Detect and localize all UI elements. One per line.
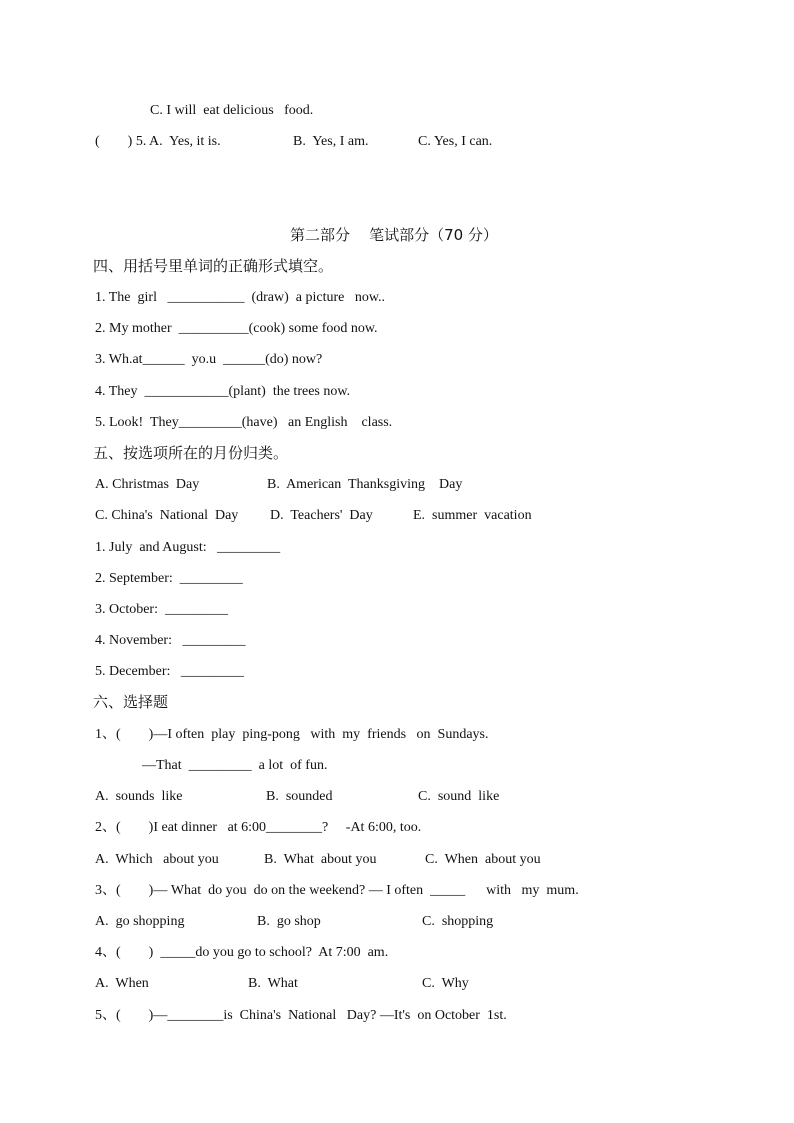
q5-option-c: C. Yes, I can. [418, 134, 493, 149]
section4-item-4: 4. They ____________(plant) the trees now. [95, 384, 351, 399]
section5-item-3: 3. October: _________ [95, 602, 228, 617]
section5-item-5: 5. December: _________ [95, 664, 244, 679]
section4-item-1: 1. The girl ___________ (draw) a picture now.. [95, 290, 386, 305]
section4-item-2: 2. My mother __________(cook) some food now. [95, 321, 378, 336]
section6-q1-option-b: B. sounded [266, 789, 333, 804]
section6-q2-option-b: B. What about you [264, 852, 377, 867]
section6-q1-option-c: C. sound like [418, 789, 500, 804]
section5-option-d: D. Teachers' Day [270, 508, 373, 523]
section6-q1-option-a: A. sounds like [95, 789, 183, 804]
section5-item-1: 1. July and August: _________ [95, 540, 281, 555]
section4-item-3: 3. Wh.at______ yo.u ______(do) now? [95, 352, 323, 367]
section6-q3-stem: 3、( )— What do you do on the weekend? — I often _____ with my mum. [95, 883, 579, 898]
section6-q1-stem2: —That _________ a lot of fun. [142, 758, 328, 773]
section6-q3-option-b: B. go shop [257, 914, 321, 929]
section5-heading: 五、按选项所在的月份归类。 [93, 444, 289, 462]
section6-q3-option-c: C. shopping [422, 914, 494, 929]
q5-option-b: B. Yes, I am. [293, 134, 369, 149]
section5-option-e: E. summer vacation [413, 508, 532, 523]
section5-option-c: C. China's National Day [95, 508, 239, 523]
section6-q4-option-b: B. What [248, 976, 298, 991]
section6-q4-option-a: A. When [95, 976, 149, 991]
section5-option-b: B. American Thanksgiving Day [267, 477, 463, 492]
section4-heading: 四、用括号里单词的正确形式填空。 [93, 257, 334, 275]
section5-item-4: 4. November: _________ [95, 633, 246, 648]
section6-q1-stem: 1、( )—I often play ping-pong with my friends on Sundays. [95, 727, 489, 742]
q5-stem: ( ) 5. A. Yes, it is. [95, 134, 221, 149]
section5-item-2: 2. September: _________ [95, 571, 243, 586]
part2-title: 第二部分 笔试部分（70 分） [290, 226, 498, 244]
section6-q2-stem: 2、( )I eat dinner at 6:00________? -At 6:00, too. [95, 820, 422, 835]
section6-q2-option-c: C. When about you [425, 852, 541, 867]
section6-q2-option-a: A. Which about you [95, 852, 219, 867]
section6-q4-option-c: C. Why [422, 976, 469, 991]
section6-heading: 六、选择题 [93, 693, 169, 711]
section5-option-a: A. Christmas Day [95, 477, 200, 492]
q4-option-c: C. I will eat delicious food. [150, 103, 314, 118]
section6-q5-stem: 5、( )—________is China's National Day? —It's on October 1st. [95, 1008, 507, 1023]
section6-q4-stem: 4、( ) _____do you go to school? At 7:00 am. [95, 945, 389, 960]
section4-item-5: 5. Look! They_________(have) an English class. [95, 415, 393, 430]
section6-q3-option-a: A. go shopping [95, 914, 185, 929]
